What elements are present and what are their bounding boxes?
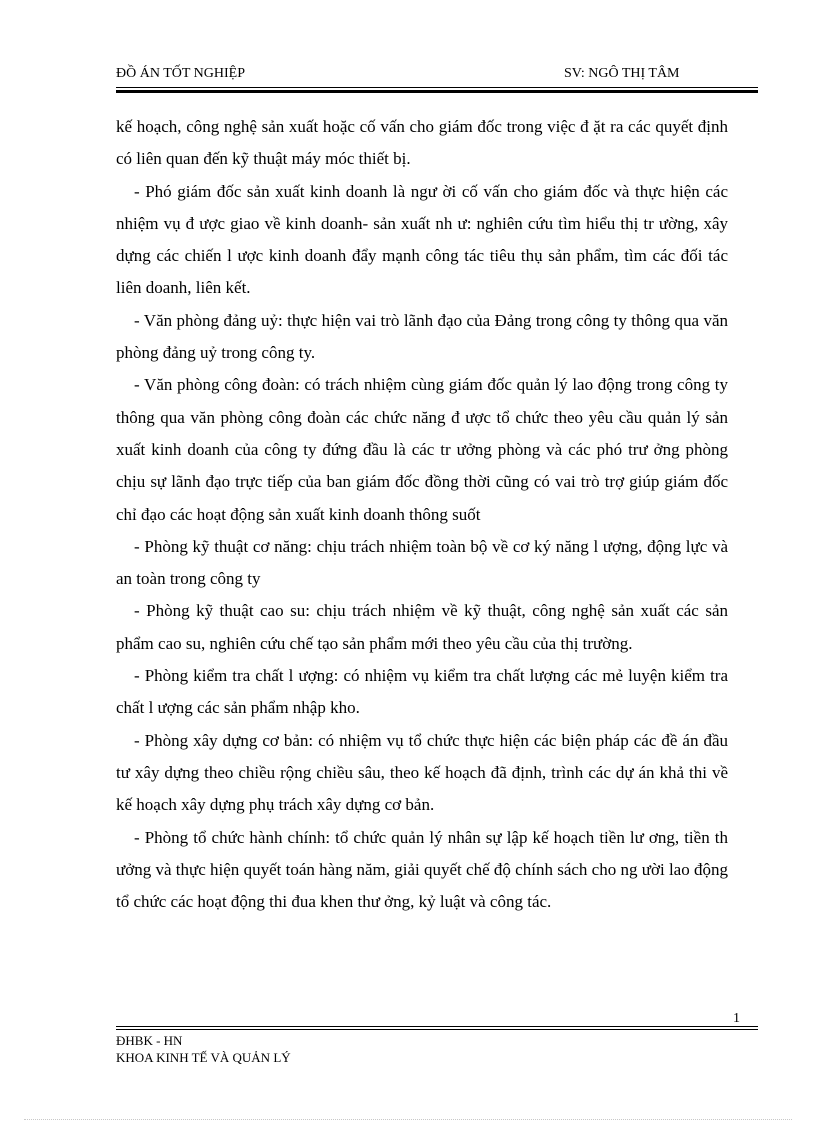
- document-body: [116, 111, 728, 918]
- paragraph-phong-xay-dung-co-ban: - Phòng xây dựng cơ bản: có nhiệm vụ tổ chức thực hiện các biện pháp các đề án đầu tư xây dựng theo chiều rộng chiều sâu, theo kế hoạch đã định, trình các dự án khả thi về kế hoạch xây dựng phụ trách xây dựng cơ bản.: [116, 730, 728, 815]
- paragraph-phong-ky-thuat-co-nang: - Phòng kỹ thuật cơ năng: chịu trách nhiệm toàn bộ về cơ ký năng l ượng, động lực và an toàn trong công ty: [116, 536, 728, 589]
- footer-faculty: KHOA KINH TẾ VÀ QUẢN LÝ: [116, 1050, 291, 1065]
- paragraph-pho-giam-doc: - Phó giám đốc sản xuất kinh doanh là ngư ời cố vấn cho giám đốc và thực hiện các nhiệm vụ đ ược giao về kinh doanh- sản xuất nh ư: nghiên cứu tìm hiểu thị tr ường, xây dựng các chiến l ược kinh doanh đẩy mạnh công tác tiêu thụ sản phẩm, tìm các đối tác liên doanh, liên kết.: [116, 181, 728, 298]
- footer-university: ĐHBK - HN: [116, 1033, 183, 1048]
- page-header: [116, 66, 756, 84]
- paragraph-phong-to-chuc-hanh-chinh: - Phòng tổ chức hành chính: tổ chức quản lý nhân sự lập kế hoạch tiền lư ơng, tiền th ưởng và thực hiện quyết toán hàng năm, giải quyết chế độ chính sách cho ng ười lao động tổ chức các hoạt động thi đua khen thư ởng, kỷ luật và công tác.: [116, 827, 728, 912]
- header-student: SV: NGÔ THỊ TÂM: [564, 66, 680, 81]
- header-rule-thick: [116, 90, 758, 93]
- paragraph-phong-kiem-tra-chat-luong: - Phòng kiểm tra chất l ượng: có nhiệm vụ kiểm tra chất lượng các mẻ luyện kiểm tra chất l ượng các sản phẩm nhập kho.: [116, 666, 728, 718]
- header-title: ĐỒ ÁN TỐT NGHIỆP: [116, 66, 245, 81]
- paragraph-phong-ky-thuat-cao-su: - Phòng kỹ thuật cao su: chịu trách nhiệm về kỹ thuật, công nghệ sản xuất các sản phẩm cao su, nghiên cứu chế tạo sản phẩm mới theo yêu cầu của thị trường.: [116, 601, 728, 653]
- footer-rule-thin-2: [116, 1029, 758, 1030]
- page-number: 1: [733, 1011, 740, 1026]
- paragraph-continuation: kế hoạch, công nghệ sản xuất hoặc cố vấn cho giám đốc trong việc đ ặt ra các quyết định có liên quan đến kỹ thuật máy móc thiết bị.: [116, 117, 728, 169]
- page-edge-dots: [24, 1119, 792, 1120]
- footer-rule-thin: [116, 1026, 758, 1027]
- header-rule-thin: [116, 87, 758, 88]
- page-footer: [116, 1032, 291, 1066]
- paragraph-van-phong-dang-uy: - Văn phòng đảng uỷ: thực hiện vai trò lãnh đạo của Đảng trong công ty thông qua văn phòng đảng uỷ trong công ty.: [116, 310, 728, 363]
- paragraph-van-phong-cong-doan: - Văn phòng công đoàn: có trách nhiệm cùng giám đốc quản lý lao động trong công ty thông qua văn phòng công đoàn các chức năng đ ược tổ chức theo yêu cầu quản lý sản xuất kinh doanh của công ty đứng đầu là các tr ưởng phòng và các phó trư ởng phòng chịu sự lãnh đạo trực tiếp của ban giám đốc đồng thời cũng có vai trò trợ giúp giám đốc chỉ đạo các hoạt động sản xuất kinh doanh thông suốt: [116, 375, 728, 524]
